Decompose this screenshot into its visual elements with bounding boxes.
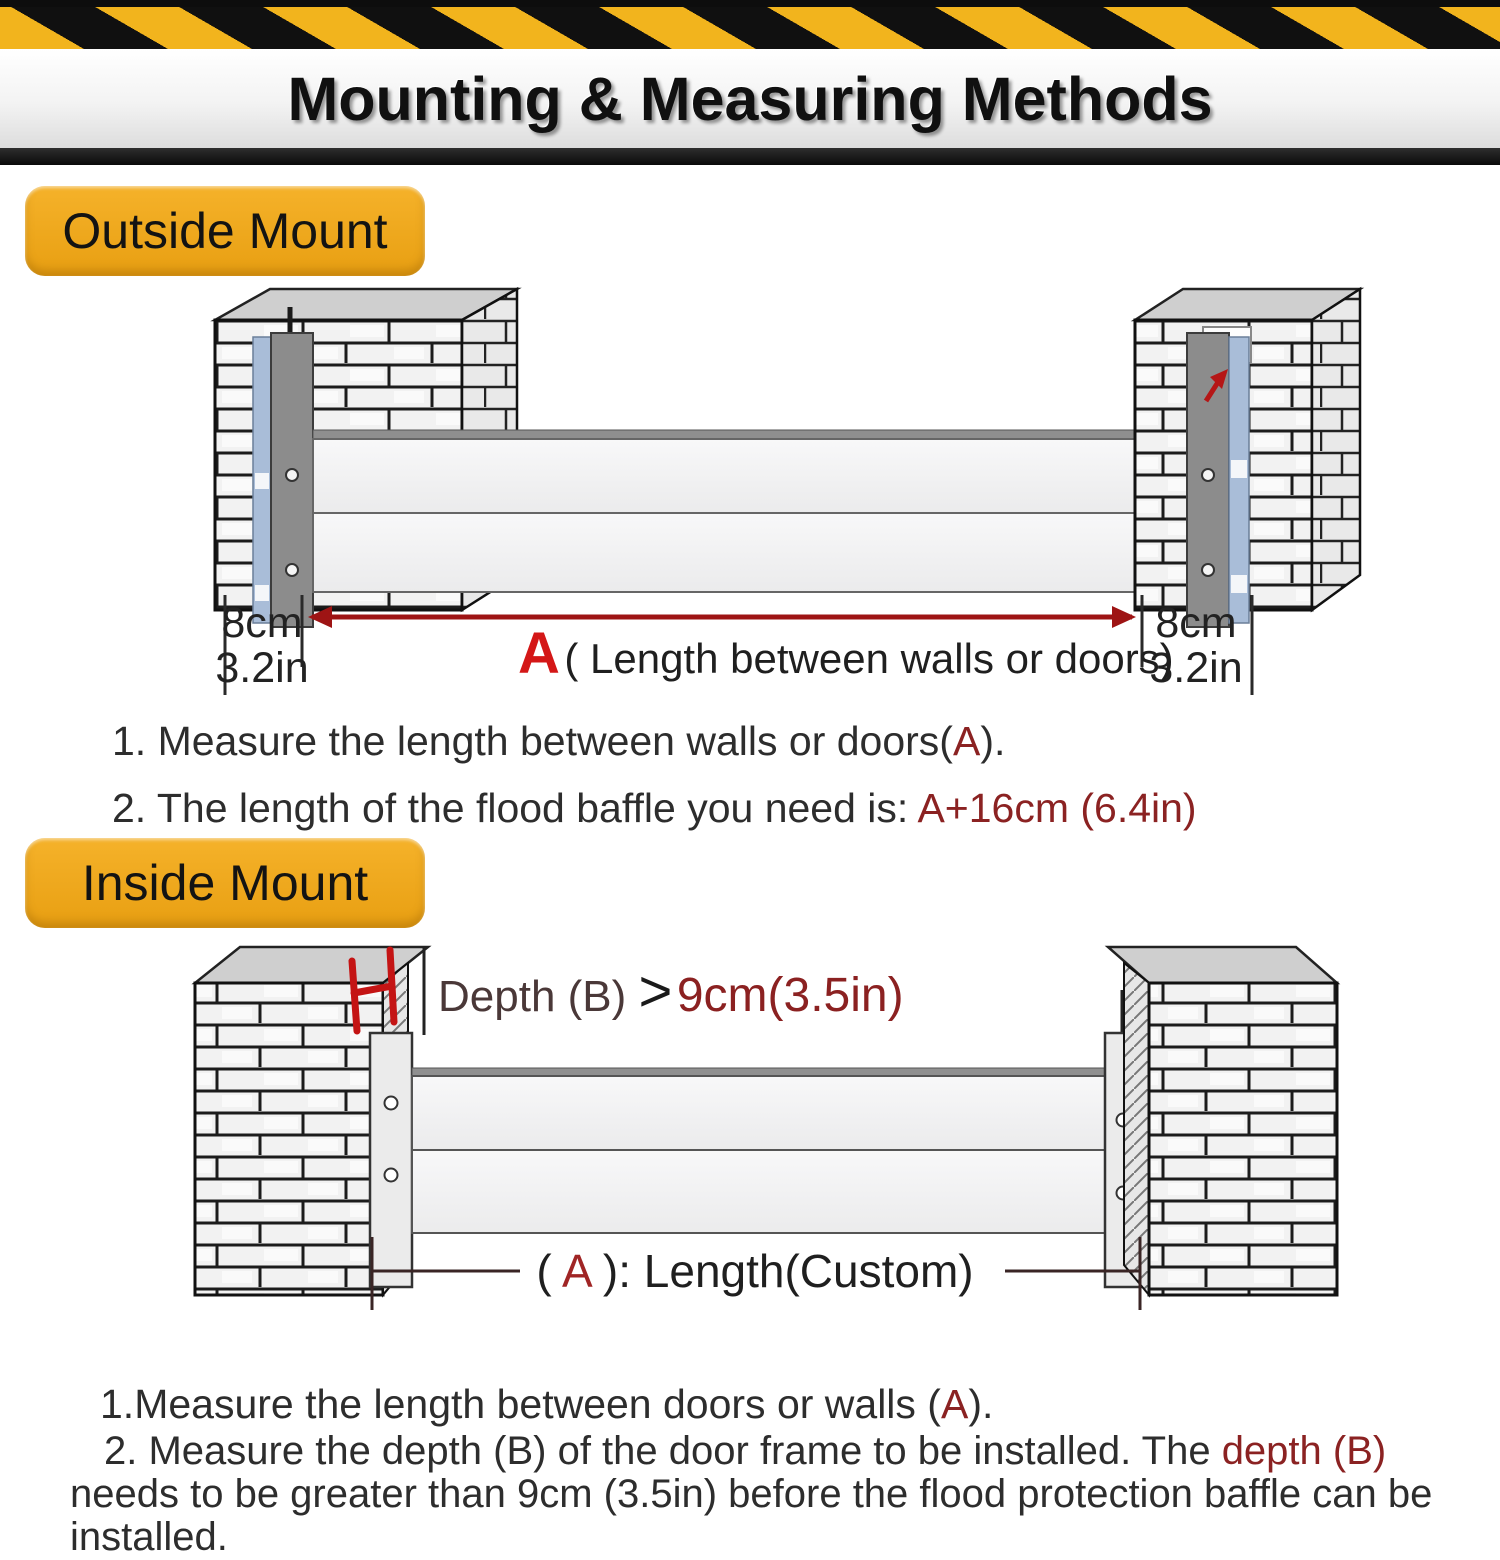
panel-top-lip — [313, 430, 1187, 439]
outside-step-1: 1. Measure the length between walls or doors(A). — [112, 718, 1006, 764]
page-title: Mounting & Measuring Methods — [287, 64, 1213, 133]
outside-flood-panels — [313, 430, 1187, 592]
outside-mount-instructions — [112, 714, 1197, 848]
inside-right-pillar — [1108, 947, 1337, 1295]
flood-panel-top — [313, 439, 1187, 513]
inside-mount-badge — [25, 838, 425, 928]
inside-step-2: 2. Measure the depth (B) of the door frame to be installed. The depth (B) needs to be greater than 9cm (3.5in) before the flood protection baffle can be installed. — [70, 1429, 1433, 1560]
inside-right-pillar-edge — [1124, 963, 1149, 1295]
left-margin-in: 3.2in — [215, 644, 309, 692]
length-label — [536, 1245, 973, 1297]
outside-right-pillar-side-face — [1312, 289, 1360, 610]
inside-step-1: 1.Measure the length between doors or walls (A). — [100, 1381, 994, 1427]
screw-hole — [286, 469, 298, 481]
greater-than-sign: > — [638, 959, 673, 1024]
seal-notch — [1231, 575, 1247, 593]
depth-label-text: Depth (B) — [438, 972, 639, 1021]
screw-hole — [286, 564, 298, 576]
length-label-text: ): Length(Custom) — [602, 1245, 974, 1297]
outside-mount-badge-label: Outside Mount — [62, 203, 388, 259]
outside-step-2: 2. The length of the flood baffle you need is: A+16cm (6.4in) — [112, 785, 1197, 832]
screw-hole — [1202, 564, 1214, 576]
outside-left-bracket — [271, 333, 313, 627]
outside-mount-badge — [25, 186, 425, 276]
screw-hole — [1202, 469, 1214, 481]
span-label-a: A — [518, 621, 560, 686]
seal-notch — [1231, 460, 1247, 478]
banner-bottom-bar — [0, 148, 1500, 165]
depth-label — [438, 959, 904, 1024]
title-banner — [0, 49, 1500, 148]
arrowhead-right — [1112, 606, 1136, 628]
inside-right-pillar-brick-face — [1149, 983, 1337, 1295]
right-margin-in: 3.2in — [1149, 644, 1243, 692]
length-label-a: A — [561, 1245, 591, 1297]
left-margin-cm: 8cm — [221, 599, 303, 647]
inside-left-bracket — [370, 1033, 412, 1287]
span-label — [518, 621, 1174, 686]
screw-hole — [385, 1169, 398, 1182]
inside-mount-badge-label: Inside Mount — [81, 855, 369, 911]
caution-tape-stripes — [0, 7, 1500, 49]
depth-value: 9cm(3.5in) — [676, 969, 904, 1022]
flood-panel-top — [412, 1076, 1105, 1150]
screw-hole — [385, 1097, 398, 1110]
flood-panel-bottom — [412, 1150, 1105, 1233]
inside-mount-diagram — [0, 935, 1500, 1335]
seal-notch — [255, 473, 269, 489]
panel-top-lip — [412, 1068, 1105, 1076]
length-label-open: ( — [536, 1245, 552, 1297]
inside-flood-panels — [412, 1068, 1105, 1233]
span-label-text: ( Length between walls or doors) — [564, 635, 1174, 682]
outside-mount-diagram — [0, 275, 1500, 705]
flood-panel-bottom — [313, 513, 1187, 592]
right-margin-cm: 8cm — [1155, 599, 1237, 647]
